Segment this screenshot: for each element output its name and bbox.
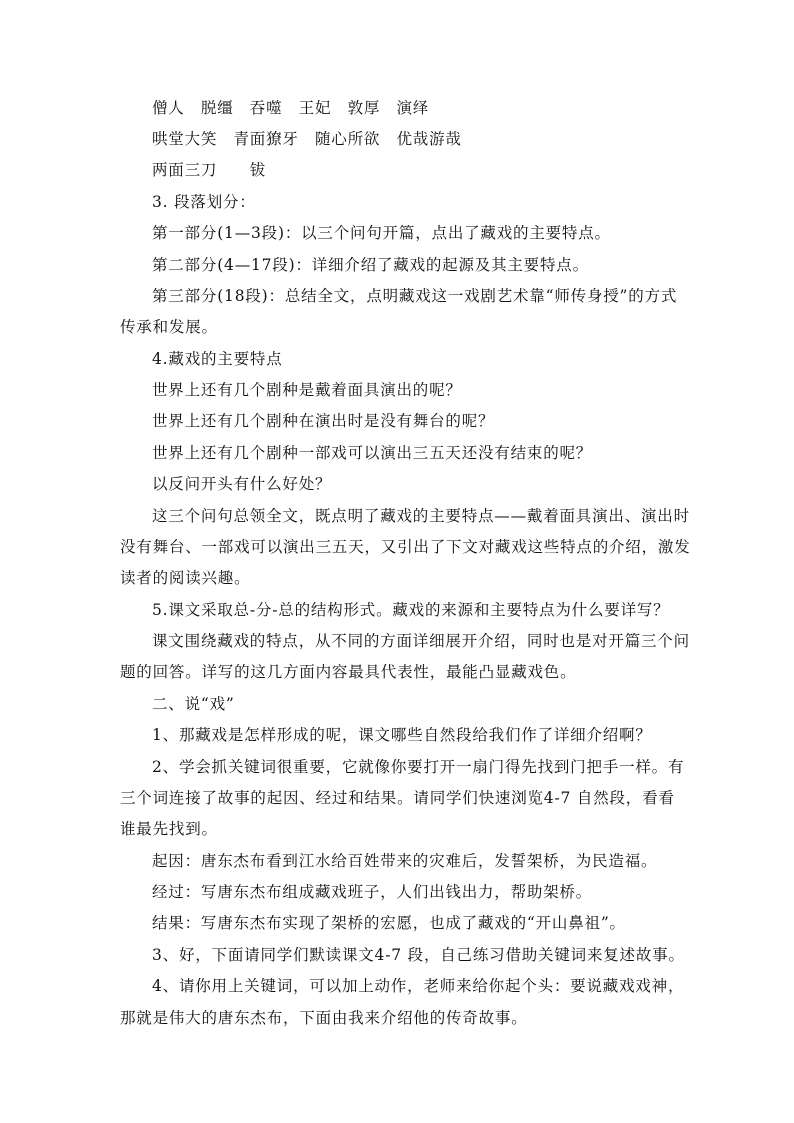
item-4-line-2: 那就是伟大的唐东杰布，下面由我来介绍他的传奇故事。 — [120, 1009, 528, 1027]
vocab-line-3: 两面三刀 钹 — [152, 161, 267, 179]
question-line-2: 世界上还有几个剧种在演出时是没有舞台的呢？ — [152, 412, 495, 430]
vocab-line-2: 哄堂大笑 青面獠牙 随心所欲 优哉游哉 — [152, 130, 462, 148]
item-2-line-3: 谁最先找到。 — [120, 820, 218, 838]
structure-line-2: 题的回答。详写的这几方面内容最具代表性，最能凸显藏戏色。 — [120, 663, 577, 681]
paragraph-part-three-cont: 传承和发展。 — [120, 318, 218, 336]
question-line-4: 以反问开头有什么好处？ — [152, 475, 332, 493]
process-line: 经过：写唐东杰布组成藏戏班子，人们出钱出力，帮助架桥。 — [152, 883, 593, 901]
answer-line-3: 读者的阅读兴趣。 — [120, 569, 251, 587]
paragraph-part-one: 第一部分(1—3段)：以三个问句开篇，点出了藏戏的主要特点。 — [152, 224, 611, 242]
paragraph-part-three: 第三部分(18段)：总结全文，点明藏戏这一戏剧艺术靠“师传身授”的方式 — [152, 287, 678, 305]
answer-line-1: 这三个问句总领全文，既点明了藏戏的主要特点——戴着面具演出、演出时 — [152, 507, 690, 525]
question-line-3: 世界上还有几个剧种一部戏可以演出三五天还没有结束的呢？ — [152, 444, 593, 462]
item-4-line-1: 4、请你用上关键词，可以加上动作，老师来给你起个头：要说藏戏戏神， — [152, 977, 685, 995]
structure-line-1: 课文围绕藏戏的特点，从不同的方面详细展开介绍，同时也是对开篇三个问 — [152, 632, 690, 650]
item-1-line: 1、那藏戏是怎样形成的呢，课文哪些自然段给我们作了详细介绍啊？ — [152, 726, 652, 744]
question-line-1: 世界上还有几个剧种是戴着面具演出的呢？ — [152, 381, 462, 399]
section-heading-paragraphs: 3. 段落划分： — [152, 193, 256, 211]
vocab-line-1: 僧人 脱缰 吞噬 王妃 敦厚 演绎 — [152, 99, 430, 117]
answer-line-2: 没有舞台、一部戏可以演出三五天，又引出了下文对藏戏这些特点的介绍，激发 — [120, 538, 691, 556]
section-heading-shuo-xi: 二、说“戏” — [152, 695, 235, 713]
item-3-line: 3、好，下面请同学们默读课文4-7 段，自己练习借助关键词来复述故事。 — [152, 946, 685, 964]
section-heading-features: 4.藏戏的主要特点 — [152, 350, 283, 368]
section-heading-structure: 5.课文采取总-分-总的结构形式。藏戏的来源和主要特点为什么要详写？ — [152, 601, 670, 619]
paragraph-part-two: 第二部分(4—17段)：详细介绍了藏戏的起源及其主要特点。 — [152, 256, 589, 274]
item-2-line-1: 2、学会抓关键词很重要，它就像你要打开一扇门得先找到门把手一样。有 — [152, 758, 685, 776]
result-line: 结果：写唐东杰布实现了架桥的宏愿，也成了藏戏的“开山鼻祖”。 — [152, 914, 626, 932]
cause-line: 起因：唐东杰布看到江水给百姓带来的灾难后，发誓架桥，为民造福。 — [152, 852, 658, 870]
item-2-line-2: 三个词连接了故事的起因、经过和结果。请同学们快速浏览4-7 自然段，看看 — [120, 789, 675, 807]
